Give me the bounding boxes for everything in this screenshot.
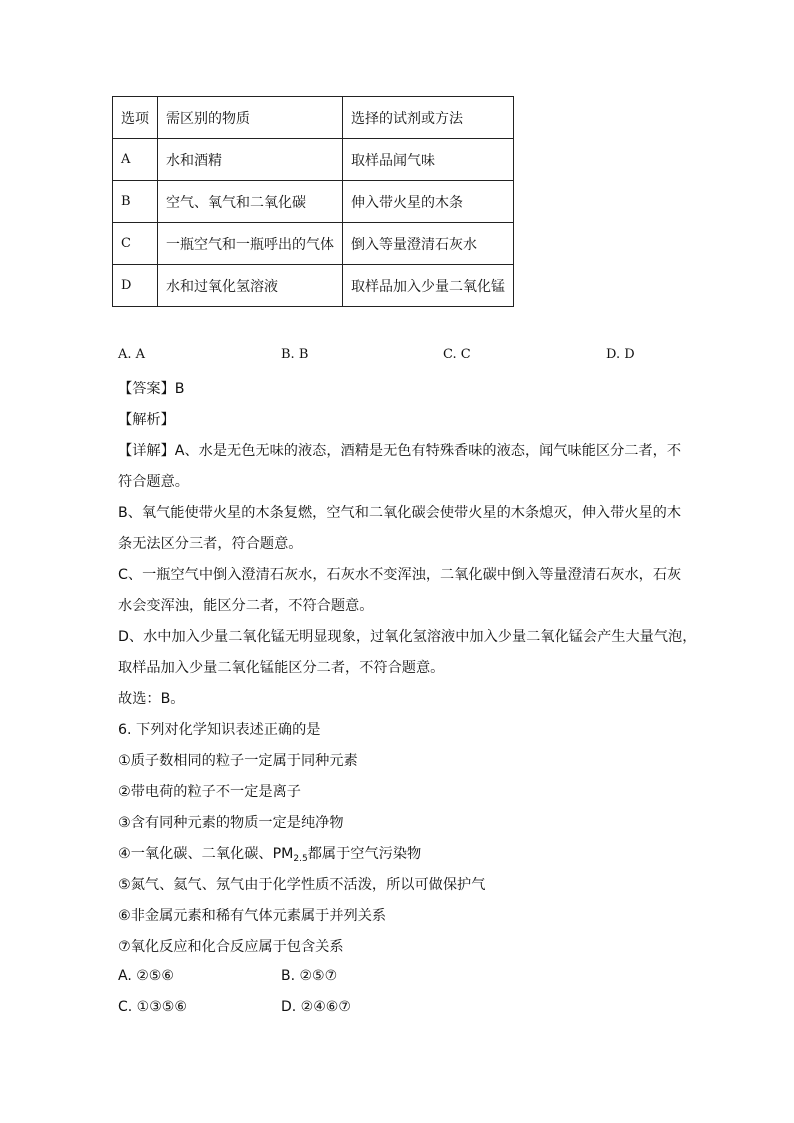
answer-line: 【答案】B xyxy=(118,381,185,397)
q6-s4-post: 都属于空气污染物 xyxy=(307,846,422,862)
table-cell: 取样品加入少量二氧化锰 xyxy=(343,265,514,307)
table-row xyxy=(113,265,514,307)
detail-b-line1: B、氧气能使带火星的木条复燃，空气和二氧化碳会使带火星的木条熄灭，伸入带火星的木 xyxy=(118,505,682,521)
table-header-cell: 需区别的物质 xyxy=(158,97,343,139)
detail-conclusion: 故选：B。 xyxy=(118,691,185,707)
q6-statement-7: ⑦氧化反应和化合反应属于包含关系 xyxy=(118,939,344,955)
detail-b-line2: 条无法区分三者，符合题意。 xyxy=(118,536,303,552)
detail-d-line2: 取样品加入少量二氧化锰能区分二者，不符合题意。 xyxy=(118,660,445,676)
table-cell: 水和酒精 xyxy=(158,139,343,181)
detail-c-line1: C、一瓶空气中倒入澄清石灰水，石灰水不变浑浊，二氧化碳中倒入等量澄清石灰水，石灰 xyxy=(118,567,682,583)
q5-option-c: C. C xyxy=(443,347,471,362)
q6-statement-3: ③含有同种元素的物质一定是纯净物 xyxy=(118,815,344,831)
q6-statement-4 xyxy=(118,843,421,864)
table-row xyxy=(113,181,514,223)
detail-c-line2: 水会变浑浊，能区分二者，不符合题意。 xyxy=(118,598,374,614)
table-cell: 空气、氧气和二氧化碳 xyxy=(158,181,343,223)
table-cell: 一瓶空气和一瓶呼出的气体 xyxy=(158,223,343,265)
q6-option-c: C. ①③⑤⑥ xyxy=(118,999,187,1015)
q6-option-a: A. ②⑤⑥ xyxy=(118,968,174,984)
q6-option-b: B. ②⑤⑦ xyxy=(281,968,338,984)
q6-option-d: D. ②④⑥⑦ xyxy=(281,999,351,1015)
q6-statement-1: ①质子数相同的粒子一定属于同种元素 xyxy=(118,753,358,769)
q6-statement-2: ②带电荷的粒子不一定是离子 xyxy=(118,784,301,800)
detail-d-line1: D、水中加入少量二氧化锰无明显现象，过氧化氢溶液中加入少量二氧化锰会产生大量气泡， xyxy=(118,629,697,645)
q6-statement-6: ⑥非金属元素和稀有气体元素属于并列关系 xyxy=(118,908,387,924)
table-row xyxy=(113,139,514,181)
detail-a-line1: 【详解】A、水是无色无味的液态，酒精是无色有特殊香味的液态，闻气味能区分二者，不 xyxy=(118,443,682,459)
table-cell: A xyxy=(113,139,158,181)
q6-s4-sub: 2.5 xyxy=(293,854,308,864)
table-cell: 水和过氧化氢溶液 xyxy=(158,265,343,307)
table-cell: 倒入等量澄清石灰水 xyxy=(343,223,514,265)
table-cell: C xyxy=(113,223,158,265)
q5-option-d: D. D xyxy=(606,347,635,362)
table-header-cell: 选项 xyxy=(113,97,158,139)
table-cell: D xyxy=(113,265,158,307)
question-table xyxy=(112,96,514,307)
table-header-row xyxy=(113,97,514,139)
q6-s4-pre: ④一氧化碳、二氧化碳、PM xyxy=(118,846,294,862)
q6-stem: 6. 下列对化学知识表述正确的是 xyxy=(118,722,321,738)
table-header-cell: 选择的试剂或方法 xyxy=(343,97,514,139)
table-cell: B xyxy=(113,181,158,223)
detail-a-line2: 符合题意。 xyxy=(118,474,189,490)
q5-options xyxy=(0,347,794,367)
table-cell: 伸入带火星的木条 xyxy=(343,181,514,223)
q5-option-a: A. A xyxy=(118,347,146,362)
analysis-label: 【解析】 xyxy=(118,412,175,428)
table-cell: 取样品闻气味 xyxy=(343,139,514,181)
table-row xyxy=(113,223,514,265)
q6-statement-5: ⑤氮气、氦气、氖气由于化学性质不活泼，所以可做保护气 xyxy=(118,877,486,893)
q5-option-b: B. B xyxy=(281,347,309,362)
